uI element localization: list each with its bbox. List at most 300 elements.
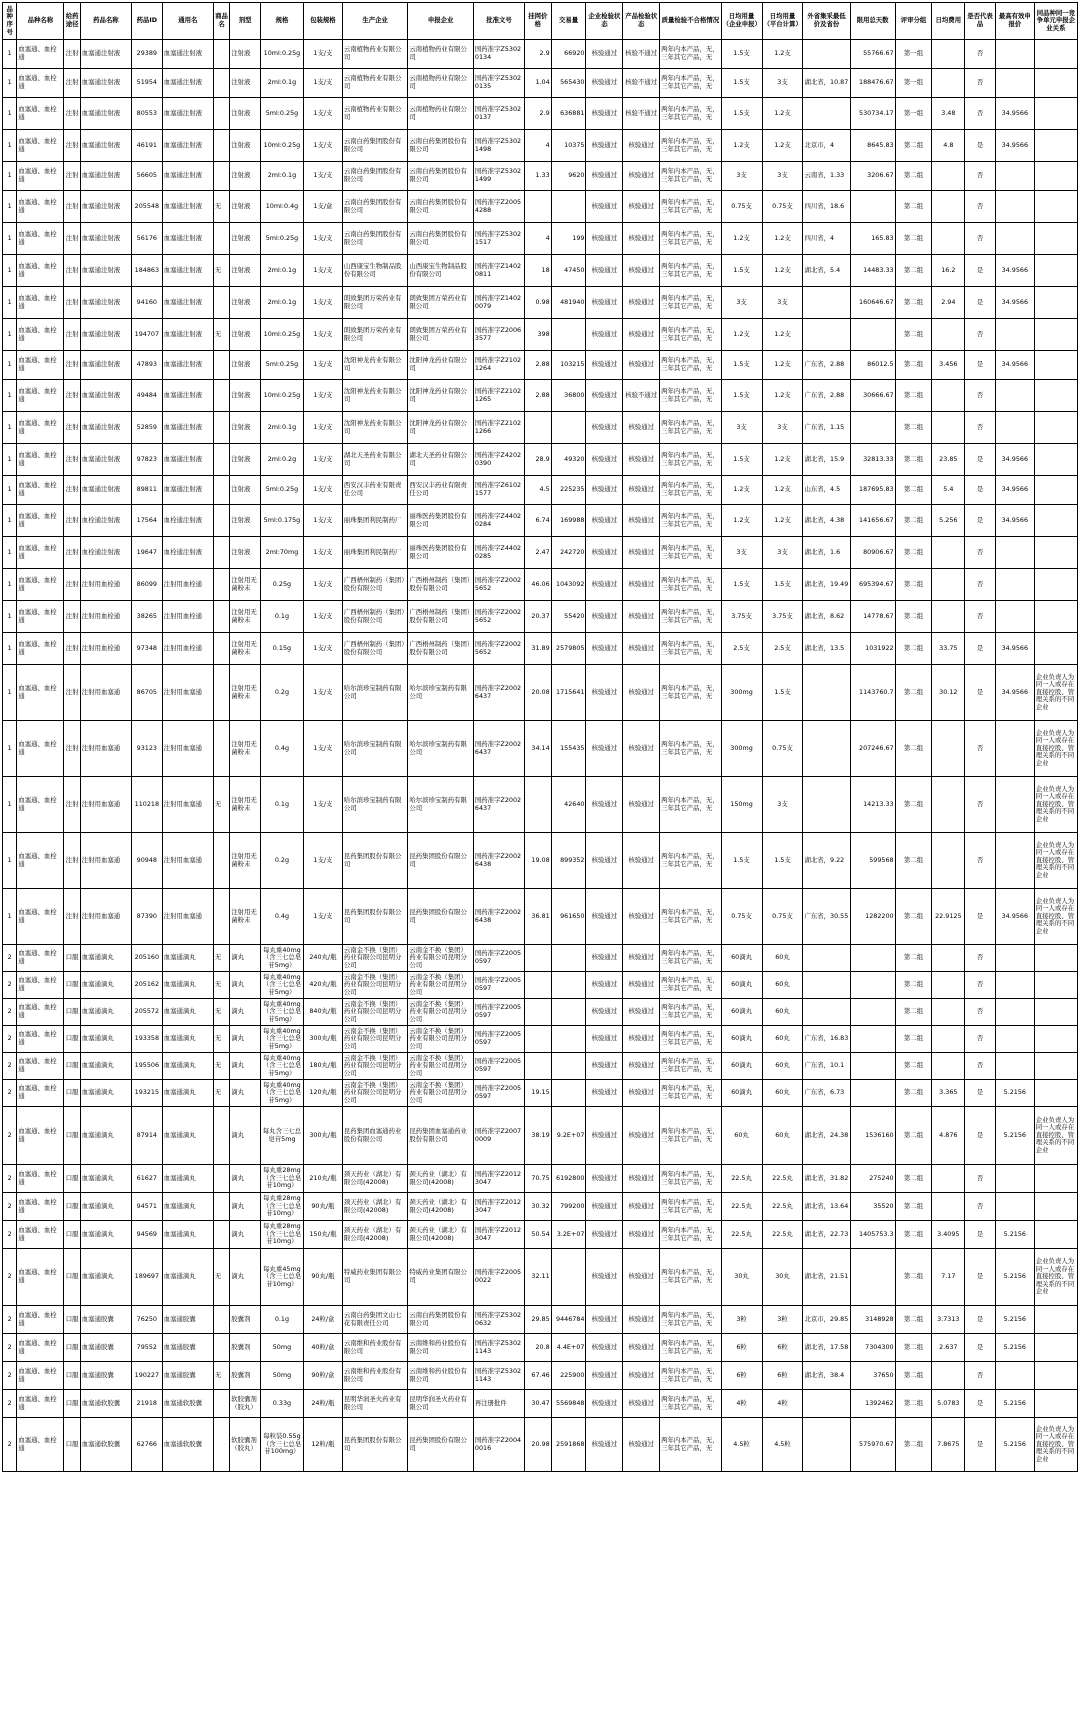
table-cell: 血塞通注射液 bbox=[80, 40, 131, 69]
table-cell: 湖北省，8.62 bbox=[803, 601, 850, 633]
table-cell: 16.2 bbox=[932, 255, 965, 287]
table-cell: 32.11 bbox=[525, 1249, 552, 1306]
table-cell: 血栓通注射液 bbox=[80, 537, 131, 569]
table-cell: 80906.67 bbox=[850, 537, 895, 569]
table-cell: 60丸 bbox=[762, 1107, 803, 1165]
table-row bbox=[3, 633, 1078, 665]
table-row bbox=[3, 569, 1078, 601]
table-cell: 国药准字Z20050597 bbox=[473, 1053, 524, 1080]
table-cell: 云南白药集团股份有限公司 bbox=[342, 191, 408, 223]
table-cell: 血塞通、血栓通 bbox=[17, 191, 64, 223]
table-cell: 口服 bbox=[64, 1390, 80, 1418]
table-cell: 核验通过 bbox=[586, 1107, 623, 1165]
table-cell: 沈阳神龙药业有限公司 bbox=[408, 412, 474, 444]
table-cell: 核验通过 bbox=[623, 1221, 660, 1249]
table-cell: 口服 bbox=[64, 1026, 80, 1053]
table-cell: 云南金不换（集团）药业有限公司昆明分公司 bbox=[342, 1080, 408, 1107]
table-cell: 94160 bbox=[131, 287, 162, 319]
table-cell: 核验通过 bbox=[623, 255, 660, 287]
table-cell: 滴丸 bbox=[230, 1165, 261, 1193]
table-cell: 1.5支 bbox=[762, 665, 803, 721]
table-cell: 51954 bbox=[131, 69, 162, 98]
table-cell: 4粒 bbox=[762, 1390, 803, 1418]
table-cell: 核验通过 bbox=[623, 633, 660, 665]
table-cell bbox=[995, 223, 1034, 255]
table-cell: 口服 bbox=[64, 1306, 80, 1334]
table-cell: 1031922 bbox=[850, 633, 895, 665]
table-cell: 两年内本产品，无，三年其它产品，无 bbox=[660, 1107, 721, 1165]
table-cell: 血塞通注射液 bbox=[162, 223, 213, 255]
table-cell: 两年内本产品，无，三年其它产品，无 bbox=[660, 223, 721, 255]
table-cell: 注射 bbox=[64, 889, 80, 945]
table-cell: 核验通过 bbox=[586, 223, 623, 255]
table-cell: 血塞通、血栓通 bbox=[17, 255, 64, 287]
table-cell: 是 bbox=[965, 1107, 996, 1165]
table-cell: 4.8 bbox=[932, 130, 965, 162]
table-cell: 90丸/瓶 bbox=[303, 1249, 342, 1306]
table-cell: 两年内本产品，无，三年其它产品，无 bbox=[660, 1165, 721, 1193]
table-cell: 2ml:0.1g bbox=[260, 162, 303, 191]
table-cell: 67.46 bbox=[525, 1362, 552, 1390]
table-cell: 注射 bbox=[64, 476, 80, 505]
table-cell: 1 bbox=[3, 476, 17, 505]
table-cell bbox=[213, 505, 229, 537]
table-cell: 核验通过 bbox=[586, 98, 623, 130]
table-cell: 核验通过 bbox=[586, 1249, 623, 1306]
table-cell: 每丸重40mg（含三七总皂苷5mg） bbox=[260, 1080, 303, 1107]
table-cell bbox=[213, 1193, 229, 1221]
table-cell: 血塞通胶囊 bbox=[162, 1306, 213, 1334]
table-cell: 1715641 bbox=[551, 665, 586, 721]
table-cell: 血塞通、血栓通 bbox=[17, 889, 64, 945]
table-cell: 血塞通、血栓通 bbox=[17, 1390, 64, 1418]
table-cell: 血塞通、血栓通 bbox=[17, 1026, 64, 1053]
table-cell: 否 bbox=[965, 191, 996, 223]
table-cell: 1.5支 bbox=[721, 444, 762, 476]
table-cell: 山西康宝生物制品股份有限公司 bbox=[342, 255, 408, 287]
table-cell: 核验通过 bbox=[623, 412, 660, 444]
table-cell: 哈尔滨珍宝制药有限公司 bbox=[342, 665, 408, 721]
table-cell: 两年内本产品，无，三年其它产品，无 bbox=[660, 69, 721, 98]
table-cell bbox=[551, 999, 586, 1026]
table-cell bbox=[213, 98, 229, 130]
table-cell: 注射液 bbox=[230, 69, 261, 98]
table-row bbox=[3, 69, 1078, 98]
table-cell bbox=[995, 1193, 1034, 1221]
table-row bbox=[3, 40, 1078, 69]
table-cell: 国药准字Z20026437 bbox=[473, 777, 524, 833]
table-cell: 1支/支 bbox=[303, 223, 342, 255]
table-cell: 企业负责人为同一人或存在直接控股、管理关系的不同企业 bbox=[1034, 665, 1077, 721]
table-cell: 核验通过 bbox=[586, 633, 623, 665]
table-row bbox=[3, 945, 1078, 972]
table-cell: 滴丸 bbox=[230, 945, 261, 972]
table-cell: 核验通过 bbox=[623, 351, 660, 380]
table-cell: 60丸 bbox=[762, 972, 803, 999]
table-cell: 0.98 bbox=[525, 287, 552, 319]
table-cell: 5.2156 bbox=[995, 1306, 1034, 1334]
table-cell: 1支/支 bbox=[303, 412, 342, 444]
table-cell: 湖北省，15.9 bbox=[803, 444, 850, 476]
table-cell: 核验通过 bbox=[586, 1165, 623, 1193]
table-cell: 1支/支 bbox=[303, 721, 342, 777]
table-cell: 国药准字Z21021264 bbox=[473, 351, 524, 380]
table-cell: 7.17 bbox=[932, 1249, 965, 1306]
table-cell: 国药准字Z20063577 bbox=[473, 319, 524, 351]
table-cell: 血塞通注射液 bbox=[80, 287, 131, 319]
table-row bbox=[3, 162, 1078, 191]
table-cell: 四川省，18.6 bbox=[803, 191, 850, 223]
table-cell: 第二组 bbox=[895, 1362, 932, 1390]
table-cell: 注射用血塞通 bbox=[80, 833, 131, 889]
table-cell bbox=[1034, 537, 1077, 569]
table-cell: 云南白药集团股份有限公司 bbox=[342, 130, 408, 162]
bid-table bbox=[2, 2, 1078, 1472]
table-cell: 否 bbox=[965, 40, 996, 69]
table-cell: 2.94 bbox=[932, 287, 965, 319]
table-cell: 昆药集团股份有限公司 bbox=[342, 1418, 408, 1472]
table-cell: 核验通过 bbox=[623, 999, 660, 1026]
table-cell: 两年内本产品，无，三年其它产品，无 bbox=[660, 476, 721, 505]
table-cell: 3.48 bbox=[932, 98, 965, 130]
table-cell: 西安汉丰药业有限责任公司 bbox=[342, 476, 408, 505]
table-cell bbox=[1034, 1306, 1077, 1334]
table-cell: 云南白药集团股份有限公司 bbox=[408, 223, 474, 255]
table-cell: 两年内本产品，无，三年其它产品，无 bbox=[660, 1080, 721, 1107]
table-cell: 血塞通注射液 bbox=[80, 412, 131, 444]
table-cell: 两年内本产品，无，三年其它产品，无 bbox=[660, 889, 721, 945]
table-cell: 3.2E+07 bbox=[551, 1221, 586, 1249]
table-cell: 核验通过 bbox=[586, 255, 623, 287]
table-cell: 核验通过 bbox=[623, 1418, 660, 1472]
table-cell: 否 bbox=[965, 412, 996, 444]
table-cell: 1.5支 bbox=[721, 569, 762, 601]
table-cell: 1 bbox=[3, 380, 17, 412]
table-cell bbox=[995, 569, 1034, 601]
table-cell: 每丸重28mg（含三七总皂苷10mg） bbox=[260, 1221, 303, 1249]
table-cell: 205160 bbox=[131, 945, 162, 972]
table-cell bbox=[1034, 1390, 1077, 1418]
table-cell: 是 bbox=[965, 351, 996, 380]
table-cell: 150mg bbox=[721, 777, 762, 833]
table-cell: 2 bbox=[3, 1080, 17, 1107]
table-row bbox=[3, 1362, 1078, 1390]
table-cell: 2ml:0.1g bbox=[260, 412, 303, 444]
table-cell bbox=[525, 999, 552, 1026]
table-cell: 核验通过 bbox=[586, 412, 623, 444]
table-cell: 2ml:0.1g bbox=[260, 255, 303, 287]
table-cell: 湖北天圣药业有限公司 bbox=[342, 444, 408, 476]
table-row bbox=[3, 130, 1078, 162]
table-cell: 血塞通、血栓通 bbox=[17, 833, 64, 889]
table-cell: 22.9125 bbox=[932, 889, 965, 945]
table-cell: 血塞通注射液 bbox=[80, 476, 131, 505]
table-cell bbox=[850, 191, 895, 223]
table-cell: 第一组 bbox=[895, 69, 932, 98]
table-cell: 5ml:0.175g bbox=[260, 505, 303, 537]
table-cell: 云南植物药业有限公司 bbox=[342, 40, 408, 69]
table-cell: 2 bbox=[3, 1053, 17, 1080]
table-cell: 第二组 bbox=[895, 1306, 932, 1334]
table-cell: 21918 bbox=[131, 1390, 162, 1418]
table-cell: 核验通过 bbox=[623, 601, 660, 633]
table-cell: 再注册批件 bbox=[473, 1390, 524, 1418]
table-cell: 血塞通注射液 bbox=[80, 162, 131, 191]
table-cell: 否 bbox=[965, 223, 996, 255]
table-cell: 昆药集团股份有限公司 bbox=[408, 1418, 474, 1472]
table-cell: 湖北省，13.5 bbox=[803, 633, 850, 665]
table-cell: 沈阳神龙药业有限公司 bbox=[342, 412, 408, 444]
table-cell: 注射液 bbox=[230, 287, 261, 319]
table-cell: 1.2支 bbox=[721, 505, 762, 537]
table-cell bbox=[213, 1334, 229, 1362]
table-cell: 每丸重40mg（含三七总皂苷5mg） bbox=[260, 1053, 303, 1080]
table-cell: 核验通过 bbox=[623, 1193, 660, 1221]
table-cell: 2591868 bbox=[551, 1418, 586, 1472]
table-cell: 云南金不换（集团）药业有限公司昆明分公司 bbox=[408, 999, 474, 1026]
table-row bbox=[3, 223, 1078, 255]
table-cell: 1 bbox=[3, 601, 17, 633]
table-cell: 血塞通滴丸 bbox=[80, 1193, 131, 1221]
table-row bbox=[3, 601, 1078, 633]
table-cell: 10ml:0.25g bbox=[260, 319, 303, 351]
table-cell bbox=[551, 1026, 586, 1053]
table-cell: 滴丸 bbox=[230, 1221, 261, 1249]
table-cell bbox=[213, 833, 229, 889]
table-cell: 1 bbox=[3, 412, 17, 444]
table-cell: 2ml:0.1g bbox=[260, 287, 303, 319]
table-cell: 两年内本产品，无，三年其它产品，无 bbox=[660, 833, 721, 889]
table-cell: 核验通过 bbox=[586, 1080, 623, 1107]
table-cell bbox=[932, 223, 965, 255]
table-cell: 朗致集团万荣药业有限公司 bbox=[408, 287, 474, 319]
table-cell bbox=[932, 972, 965, 999]
table-cell bbox=[932, 191, 965, 223]
table-cell: 86705 bbox=[131, 665, 162, 721]
table-cell: 云南白药集团股份有限公司 bbox=[342, 162, 408, 191]
table-cell bbox=[1034, 1221, 1077, 1249]
table-cell: 注射 bbox=[64, 162, 80, 191]
table-cell: 胶囊剂 bbox=[230, 1334, 261, 1362]
table-cell: 核验通过 bbox=[623, 833, 660, 889]
table-cell: 1.2支 bbox=[762, 40, 803, 69]
table-cell: 四川省，4 bbox=[803, 223, 850, 255]
table-cell bbox=[995, 777, 1034, 833]
column-header: 生产企业 bbox=[342, 3, 408, 40]
header-row bbox=[3, 3, 1078, 40]
table-cell: 60丸 bbox=[762, 999, 803, 1026]
table-row bbox=[3, 889, 1078, 945]
column-header: 评审分组 bbox=[895, 3, 932, 40]
table-cell: 3.75支 bbox=[762, 601, 803, 633]
table-cell: 49320 bbox=[551, 444, 586, 476]
table-cell bbox=[932, 380, 965, 412]
table-cell: 注射用血栓通 bbox=[80, 601, 131, 633]
table-cell: 34.9566 bbox=[995, 505, 1034, 537]
table-cell: 注射 bbox=[64, 69, 80, 98]
table-cell: 47893 bbox=[131, 351, 162, 380]
table-cell: 0.75支 bbox=[762, 721, 803, 777]
table-cell: 注射 bbox=[64, 444, 80, 476]
table-cell: 核验通过 bbox=[586, 1053, 623, 1080]
table-cell: 云南白药集团股份有限公司 bbox=[408, 130, 474, 162]
table-cell: 第二组 bbox=[895, 1165, 932, 1193]
table-cell: 第二组 bbox=[895, 1221, 932, 1249]
table-cell: 广东省，2.88 bbox=[803, 380, 850, 412]
column-header: 给药途径 bbox=[64, 3, 80, 40]
table-cell: 1.2支 bbox=[721, 223, 762, 255]
table-cell: 口服 bbox=[64, 1362, 80, 1390]
table-cell: 血塞通注射液 bbox=[80, 319, 131, 351]
table-cell: 否 bbox=[965, 721, 996, 777]
table-cell: 2.9 bbox=[525, 40, 552, 69]
table-cell bbox=[995, 1026, 1034, 1053]
table-cell: 核验通过 bbox=[623, 476, 660, 505]
table-cell: 核验通过 bbox=[586, 1390, 623, 1418]
table-cell: 是 bbox=[965, 1418, 996, 1472]
table-cell: 1支/支 bbox=[303, 476, 342, 505]
table-cell bbox=[932, 537, 965, 569]
table-cell: 无 bbox=[213, 972, 229, 999]
table-cell bbox=[932, 162, 965, 191]
table-cell: 是 bbox=[965, 1080, 996, 1107]
table-cell bbox=[995, 191, 1034, 223]
table-cell: 169988 bbox=[551, 505, 586, 537]
table-cell: 是 bbox=[965, 889, 996, 945]
table-cell: 否 bbox=[965, 1026, 996, 1053]
table-cell: 两年内本产品，无，三年其它产品，无 bbox=[660, 601, 721, 633]
table-cell: 46191 bbox=[131, 130, 162, 162]
table-cell bbox=[995, 721, 1034, 777]
table-cell: 注射液 bbox=[230, 255, 261, 287]
table-cell: 34.9566 bbox=[995, 633, 1034, 665]
table-cell: 核验通过 bbox=[586, 444, 623, 476]
table-cell: 1.5支 bbox=[721, 255, 762, 287]
table-cell: 血塞通、血栓通 bbox=[17, 1334, 64, 1362]
table-cell: 34.14 bbox=[525, 721, 552, 777]
table-cell: 1 bbox=[3, 255, 17, 287]
table-cell: 30.32 bbox=[525, 1193, 552, 1221]
table-cell bbox=[213, 476, 229, 505]
table-row bbox=[3, 287, 1078, 319]
table-cell: 8645.83 bbox=[850, 130, 895, 162]
table-cell: 广西梧州制药（集团）股份有限公司 bbox=[408, 633, 474, 665]
table-row bbox=[3, 537, 1078, 569]
table-cell: 无 bbox=[213, 1053, 229, 1080]
table-cell: 55766.67 bbox=[850, 40, 895, 69]
table-cell: 0.75支 bbox=[721, 191, 762, 223]
table-cell bbox=[995, 537, 1034, 569]
table-cell: 滴丸 bbox=[230, 1080, 261, 1107]
table-cell bbox=[803, 721, 850, 777]
table-cell: 1 bbox=[3, 833, 17, 889]
table-cell: 第二组 bbox=[895, 633, 932, 665]
table-cell: 799200 bbox=[551, 1193, 586, 1221]
table-cell: 62766 bbox=[131, 1418, 162, 1472]
table-cell: 核验通过 bbox=[586, 69, 623, 98]
table-cell: 2 bbox=[3, 1221, 17, 1249]
table-cell: 第二组 bbox=[895, 777, 932, 833]
table-cell: 云南金不换（集团）药业有限公司昆明分公司 bbox=[408, 1026, 474, 1053]
table-row bbox=[3, 1334, 1078, 1362]
column-header: 商品名 bbox=[213, 3, 229, 40]
table-cell: 国药准字Z53021517 bbox=[473, 223, 524, 255]
table-cell: 朗致集团万荣药业有限公司 bbox=[342, 287, 408, 319]
table-cell: 599568 bbox=[850, 833, 895, 889]
column-header: 规格 bbox=[260, 3, 303, 40]
table-cell bbox=[1034, 351, 1077, 380]
table-cell: 1支/支 bbox=[303, 69, 342, 98]
table-cell: 第二组 bbox=[895, 505, 932, 537]
table-cell: 核验通过 bbox=[623, 1026, 660, 1053]
table-row bbox=[3, 1026, 1078, 1053]
table-cell bbox=[1034, 476, 1077, 505]
table-cell: 湖北省，31.82 bbox=[803, 1165, 850, 1193]
table-cell: 注射用血塞通 bbox=[162, 833, 213, 889]
table-cell bbox=[1034, 999, 1077, 1026]
table-cell bbox=[1034, 1334, 1077, 1362]
table-cell: 87914 bbox=[131, 1107, 162, 1165]
table-cell: 核验通过 bbox=[623, 162, 660, 191]
table-cell: 第二组 bbox=[895, 351, 932, 380]
table-cell: 1 bbox=[3, 351, 17, 380]
table-cell: 86012.5 bbox=[850, 351, 895, 380]
table-cell: 山西康宝生物制品股份有限公司 bbox=[408, 255, 474, 287]
table-cell: 第一组 bbox=[895, 40, 932, 69]
table-cell: 湖北天圣药业有限公司 bbox=[408, 444, 474, 476]
table-cell: 湖北省，9.22 bbox=[803, 833, 850, 889]
table-cell: 血塞通、血栓通 bbox=[17, 1080, 64, 1107]
table-cell: 93123 bbox=[131, 721, 162, 777]
table-cell: 云南金不换（集团）药业有限公司昆明分公司 bbox=[408, 945, 474, 972]
table-cell: 275240 bbox=[850, 1165, 895, 1193]
table-cell: 1 bbox=[3, 319, 17, 351]
table-row bbox=[3, 1053, 1078, 1080]
table-cell: 血塞通、血栓通 bbox=[17, 1221, 64, 1249]
table-cell: 两年内本产品，无，三年其它产品，无 bbox=[660, 569, 721, 601]
table-cell: 第二组 bbox=[895, 1026, 932, 1053]
table-cell: 103215 bbox=[551, 351, 586, 380]
table-cell: 第二组 bbox=[895, 191, 932, 223]
column-header: 日均用量（企业申报） bbox=[721, 3, 762, 40]
table-cell: 广西梧州制药（集团）股份有限公司 bbox=[342, 601, 408, 633]
table-cell: 是 bbox=[965, 505, 996, 537]
table-cell bbox=[932, 412, 965, 444]
table-cell: 40粒/盒 bbox=[303, 1334, 342, 1362]
table-cell: 每丸重40mg（含三七总皂苷5mg） bbox=[260, 1026, 303, 1053]
table-cell: 97348 bbox=[131, 633, 162, 665]
table-cell bbox=[932, 833, 965, 889]
table-cell bbox=[1034, 444, 1077, 476]
table-cell: 0.33g bbox=[260, 1390, 303, 1418]
table-cell bbox=[850, 1249, 895, 1306]
table-cell: 1.5支 bbox=[762, 569, 803, 601]
table-cell: 血塞通软胶囊 bbox=[80, 1418, 131, 1472]
table-cell: 核验通过 bbox=[623, 1107, 660, 1165]
table-cell: 云南金不换（集团）药业有限公司昆明分公司 bbox=[342, 1026, 408, 1053]
table-cell: 1 bbox=[3, 130, 17, 162]
table-cell: 国药准字Z53020135 bbox=[473, 69, 524, 98]
table-cell: 35520 bbox=[850, 1193, 895, 1221]
table-cell: 3.75支 bbox=[721, 601, 762, 633]
table-cell: 两年内本产品，无，三年其它产品，无 bbox=[660, 1193, 721, 1221]
table-cell: 36800 bbox=[551, 380, 586, 412]
table-cell: 1支/支 bbox=[303, 319, 342, 351]
table-cell: 1536160 bbox=[850, 1107, 895, 1165]
table-cell: 240丸/瓶 bbox=[303, 945, 342, 972]
table-cell: 1 bbox=[3, 777, 17, 833]
table-cell: 5.2156 bbox=[995, 1107, 1034, 1165]
